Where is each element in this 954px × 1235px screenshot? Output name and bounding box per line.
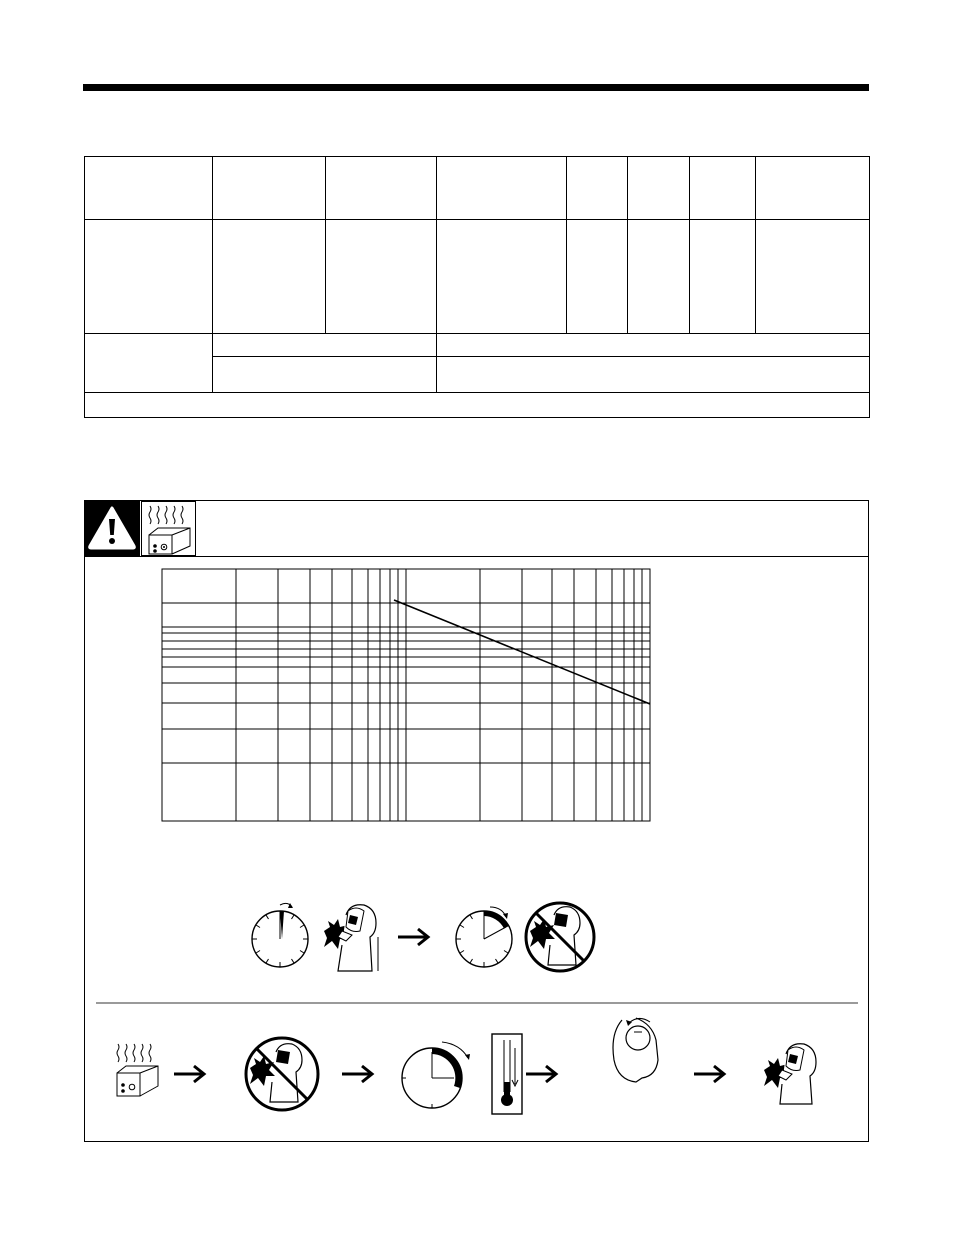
warning-header — [84, 500, 868, 557]
table-cell — [213, 220, 326, 334]
table-cell — [437, 220, 567, 334]
arrow-right-icon — [398, 929, 428, 945]
table-cell — [628, 220, 690, 334]
section-divider — [96, 1002, 858, 1004]
table-cell — [85, 334, 213, 393]
table-cell — [567, 220, 628, 334]
table-header-row — [85, 157, 870, 220]
arrow-right-icon — [342, 1066, 372, 1082]
no-welding-icon — [246, 1038, 318, 1110]
arrow-right-icon — [526, 1066, 556, 1082]
dial-hand-icon — [613, 1018, 658, 1082]
specifications-table — [84, 156, 870, 418]
table-cell — [690, 157, 756, 220]
table-cell — [437, 157, 567, 220]
overheat-icon-tile — [141, 501, 196, 556]
welder-icon — [764, 1044, 816, 1104]
table-cell — [437, 357, 870, 393]
duty-cycle-sequence — [250, 895, 600, 973]
table-row — [85, 393, 870, 418]
overheated-unit-icon — [142, 502, 195, 555]
table-cell — [756, 157, 870, 220]
overheated-unit-icon — [117, 1044, 158, 1096]
overheat-recovery-sequence — [106, 1010, 836, 1120]
welder-icon — [324, 905, 378, 971]
duty-cycle-chart — [160, 567, 654, 823]
warning-icon-tile — [84, 500, 140, 556]
table-cell — [437, 334, 870, 357]
stopwatch-icon — [456, 907, 512, 967]
arrow-right-icon — [174, 1066, 204, 1082]
thermometer-icon — [492, 1034, 522, 1114]
table-cell — [326, 157, 437, 220]
table-cell — [690, 220, 756, 334]
table-row — [85, 334, 870, 357]
table-cell — [567, 157, 628, 220]
table-cell — [85, 220, 213, 334]
table-cell — [213, 357, 437, 393]
arrow-right-icon — [694, 1066, 724, 1082]
table-cell — [213, 334, 437, 357]
table-row — [85, 220, 870, 334]
table-cell — [85, 157, 213, 220]
table-cell — [756, 220, 870, 334]
no-welding-icon — [526, 903, 594, 971]
table-cell — [326, 220, 437, 334]
stopwatch-icon — [402, 1042, 470, 1108]
table-cell — [213, 157, 326, 220]
stopwatch-icon — [252, 903, 308, 967]
exclamation-triangle-icon — [84, 500, 140, 556]
header-rule — [83, 84, 869, 91]
table-cell — [85, 393, 870, 418]
table-cell — [628, 157, 690, 220]
